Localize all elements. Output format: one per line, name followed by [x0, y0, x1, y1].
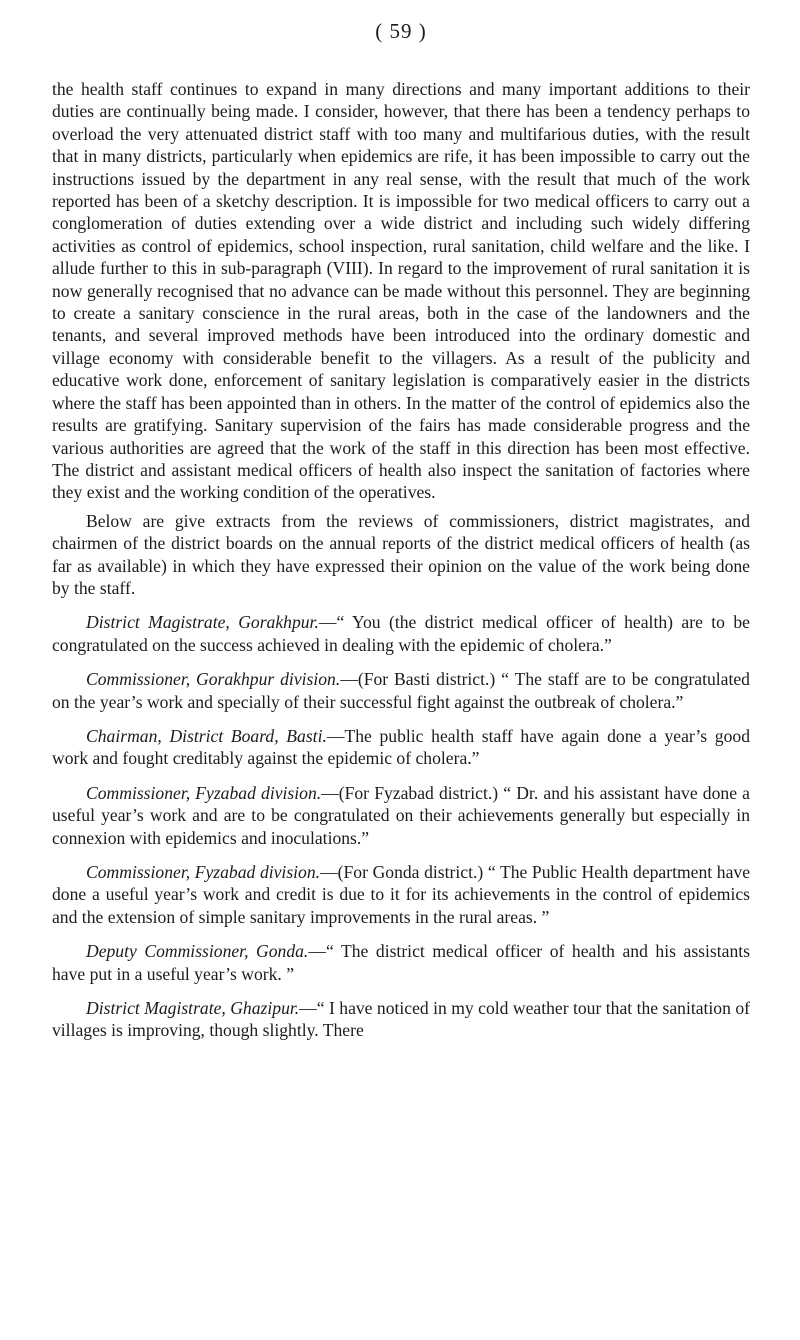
extract-source: Commissioner, Fyzabad division.	[86, 862, 321, 882]
extract-ghazipur-magistrate	[52, 997, 750, 1042]
extract-text: —The public health staff have again done a year’s good work and fought creditably against the epidemic of cholera.”	[52, 725, 750, 769]
extract-source: District Magistrate, Gorakhpur.	[86, 612, 319, 633]
extract-text: —(For Gonda district.) “ The Public Health department have done a useful year’s work and credit is due to it for its achievements in the control of epidemics and the extension of simple sanitary improvements in the rural areas. ”	[52, 862, 750, 927]
extract-text: —(For Basti district.) “ The staff are to be congratulated on the year’s work and specially of their successful fight against the outbreak of cholera.”	[52, 669, 750, 712]
extract-gonda-deputy-commissioner	[52, 940, 750, 985]
extract-fyzabad-commissioner-gonda	[52, 861, 750, 928]
extract-source: Commissioner, Fyzabad division.	[86, 782, 322, 803]
extract-text: —(For Fyzabad district.) “ Dr. and his assistant have done a useful year’s work and are to be congratulated on their achievements generally but especially in connexion with epidemics and inoculations.”	[52, 782, 750, 848]
extract-fyzabad-commissioner-fyzabad	[52, 782, 750, 849]
extract-source: District Magistrate, Ghazipur.	[86, 998, 300, 1019]
extract-gorakhpur-magistrate	[52, 611, 750, 656]
extract-text: —“ I have noticed in my cold weather tour that the sanitation of villages is improving, though slightly. There	[52, 998, 750, 1041]
extract-source: Commissioner, Gorakhpur division.	[86, 669, 341, 690]
extract-text: —“ The district medical officer of health and his assistants have put in a useful year’s work. ”	[52, 941, 750, 984]
extract-basti-chairman	[52, 725, 750, 770]
extract-source: Chairman, District Board, Basti.	[86, 725, 327, 746]
page-number: ( 59 )	[375, 19, 427, 43]
extract-source: Deputy Commissioner, Gonda.	[86, 941, 309, 962]
body-paragraph-intro-extracts: Below are give extracts from the reviews of commissioners, district magistrates, and chairmen of the district boards on the annual reports of the district medical officers of health (as far as available) in which they have expressed their opinion on the value of the work being done by the staff.	[52, 510, 750, 598]
extract-gorakhpur-commissioner	[52, 668, 750, 713]
body-paragraph-continued: the health staff continues to expand in many directions and many important additions to their duties are continually being made. I consider, however, that there has been a tendency perhaps to overload the very attenuated district staff with too many and multifarious duties, with the result that in many districts, particularly when epidemics are rife, it has been impossible to carry out the instructions issued by the department in any real sense, with the result that much of the work reported has been of a sketchy description. It is impossible for two medical officers to carry out a conglomeration of duties extending over a wide district and including such widely differing activities as control of epidemics, school inspection, rural sanitation, child welfare and the like. I allude further to this in sub-paragraph (VIII). In regard to the improvement of rural sanitation it is now generally recognised that no advance can be made without this personnel. They are beginning to create a sanitary conscience in the rural areas, both in the case of the landowners and the tenants, and several improved methods have been introduced into the ordinary domestic and village economy with considerable benefit to the villagers. As a result of the publicity and educative work done, enforcement of sanitary legislation is comparatively easier in the districts where the staff has been appointed than in others. In the matter of the control of epidemics also the results are gratifying. Sanitary supervision of the fairs has made considerable progress and the various authorities are agreed that the work of the staff in this direction has been most effective. The district and assistant medical officers of health also inspect the sanitation of factories where they exist and the working condition of the operatives.	[52, 79, 750, 503]
extract-text: —“ You (the district medical officer of health) are to be congratulated on the success achieved in dealing with the epidemic of cholera.”	[52, 612, 750, 655]
